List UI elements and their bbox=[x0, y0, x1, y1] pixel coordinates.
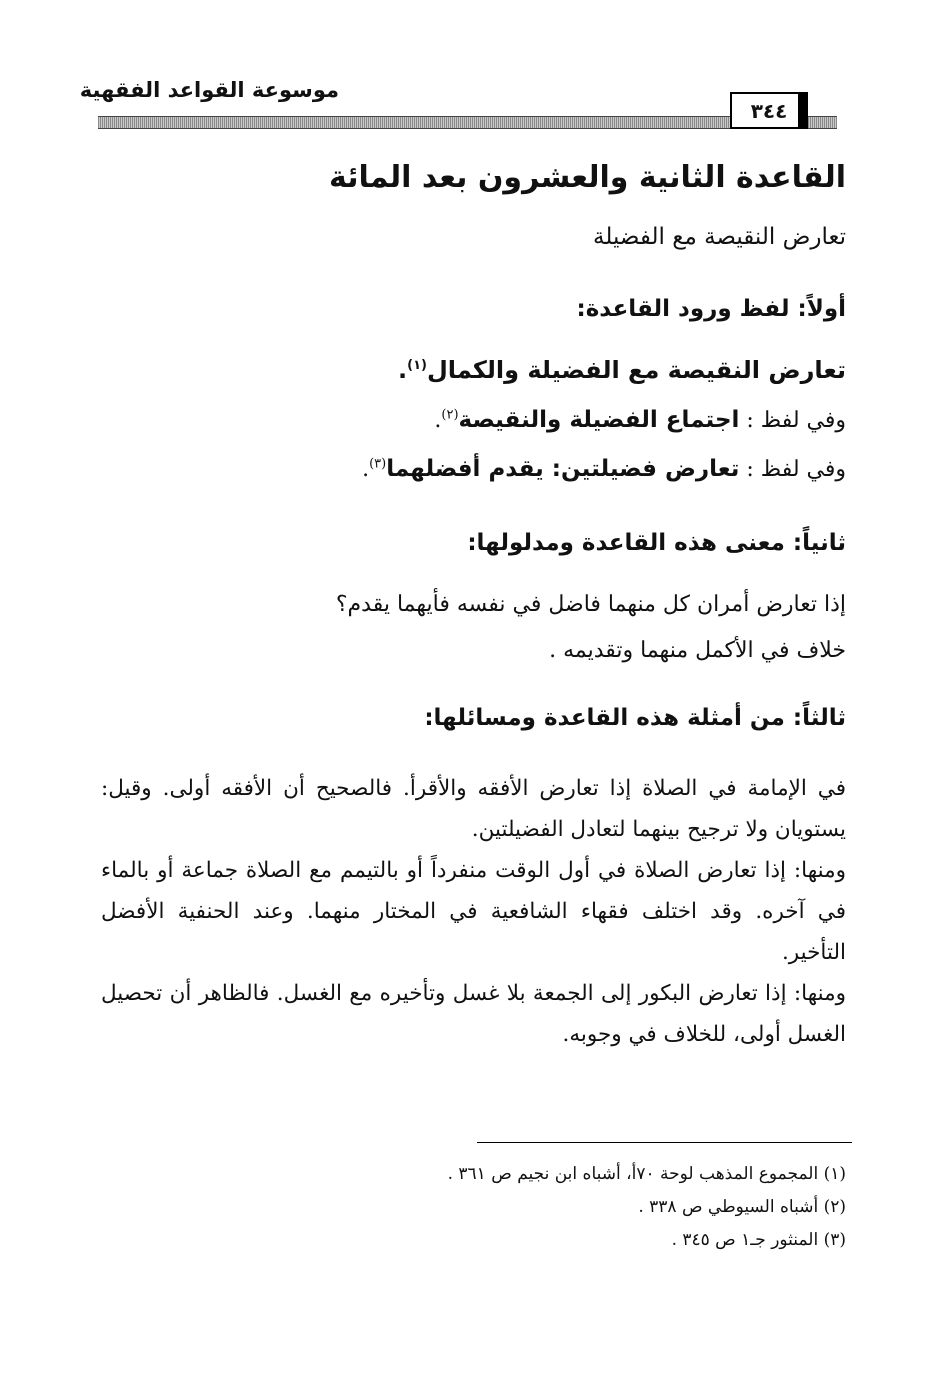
footnote-separator bbox=[477, 1142, 852, 1143]
footnote-item: (٣) المنثور جـ١ ص ٣٤٥ . bbox=[671, 1230, 846, 1250]
meaning-line-1: إذا تعارض أمران كل منهما فاضل في نفسه فأيهما يقدم؟ bbox=[335, 592, 846, 617]
page-number-bar bbox=[798, 92, 806, 129]
section-heading-examples: ثالثاً: من أمثلة هذه القاعدة ومسائلها: bbox=[424, 705, 846, 731]
wording-prefix-2: وفي لفظ : bbox=[739, 408, 846, 433]
wording-text-3: تعارض فضيلتين: يقدم أفضلهما bbox=[386, 456, 740, 482]
wording-text-2: اجتماع الفضيلة والنقيصة bbox=[458, 407, 740, 433]
section-heading-wording: أولاً: لفظ ورود القاعدة: bbox=[576, 296, 846, 322]
end-dot: . bbox=[434, 408, 442, 433]
wording-line-3 bbox=[362, 456, 846, 482]
example-paragraph: ومنها: إذا تعارض البكور إلى الجمعة بلا غسل وتأخيره مع الغسل. فالظاهر أن تحصيل الغسل أولى، للخلاف في وجوبه. bbox=[101, 981, 846, 1047]
examples-body bbox=[101, 768, 846, 1055]
wording-line-1 bbox=[398, 356, 846, 384]
footnote-ref-1: (١) bbox=[407, 358, 427, 373]
section-heading-meaning: ثانياً: معنى هذه القاعدة ومدلولها: bbox=[467, 530, 846, 556]
example-paragraph: ومنها: إذا تعارض الصلاة في أول الوقت منفرداً أو بالتيمم مع الصلاة جماعة أو بالماء في آخره. وقد اختلف فقهاء الشافعية في المختار منهما. وعند الحنفية الأفضل التأخير. bbox=[101, 858, 846, 965]
page-number: ٣٤٤ bbox=[730, 92, 808, 129]
wording-line-2 bbox=[434, 407, 846, 433]
rule-heading: القاعدة الثانية والعشرون بعد المائة bbox=[329, 160, 846, 195]
running-header-title: موسوعة القواعد الفقهية bbox=[79, 78, 339, 102]
footnote-item: (١) المجموع المذهب لوحة ٧٠أ، أشباه ابن نجيم ص ٣٦١ . bbox=[447, 1164, 846, 1184]
footnote-ref-2: (٢) bbox=[441, 407, 459, 423]
end-dot: . bbox=[362, 457, 370, 482]
header-rule bbox=[98, 116, 837, 129]
rule-subtitle: تعارض النقيصة مع الفضيلة bbox=[593, 224, 846, 250]
footnote-item: (٢) أشباه السيوطي ص ٣٣٨ . bbox=[638, 1197, 846, 1217]
footnote-ref-3: (٣) bbox=[369, 456, 387, 472]
end-dot: . bbox=[398, 356, 408, 384]
wording-text-1: تعارض النقيصة مع الفضيلة والكمال bbox=[426, 356, 846, 384]
meaning-line-2: خلاف في الأكمل منهما وتقديمه . bbox=[549, 638, 846, 663]
example-paragraph: في الإمامة في الصلاة إذا تعارض الأفقه والأقرأ. فالصحيح أن الأفقه أولى. وقيل: يستويان ولا ترجيح بينهما لتعادل الفضيلتين. bbox=[101, 776, 846, 842]
footnotes bbox=[101, 1158, 846, 1257]
wording-prefix-3: وفي لفظ : bbox=[739, 457, 846, 482]
